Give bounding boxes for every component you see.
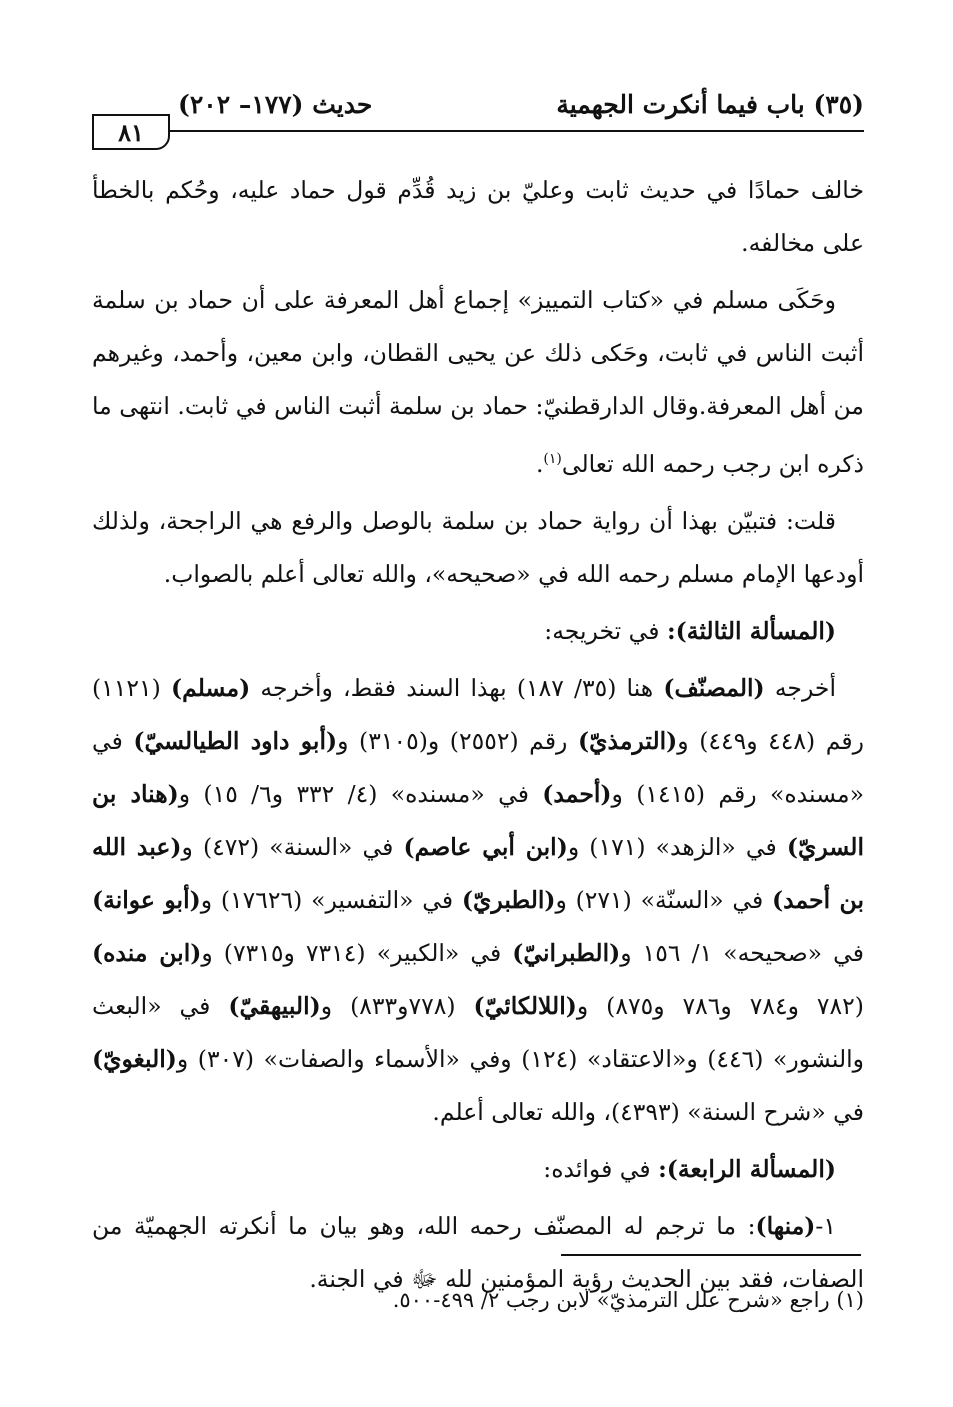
chapter-title: (٣٥) باب فيما أنكرت الجهمية	[556, 90, 864, 119]
source-name: (الطبرانيّ)	[512, 938, 621, 967]
takhrij-text: أخرجه	[764, 673, 836, 702]
source-name: (البغويّ)	[92, 1044, 177, 1073]
takhrij-text: (٧٧٨و٨٣٣) و	[320, 991, 474, 1020]
takhrij-text: في «التفسير» (١٧٦٢٦) و	[200, 885, 462, 914]
main-text	[92, 164, 864, 1310]
takhrij-text: في «السنّة» (٢٧١) و	[555, 885, 772, 914]
footnote-1: (١) راجع «شرح علل الترمذيّ» لابن رجب ٢/ ٤٩٩-٥٠٠.	[392, 1288, 864, 1312]
section-heading-4	[92, 1143, 864, 1196]
paragraph-2-text: وحَكَى مسلم في «كتاب التمييز» إجماع أهل المعرفة على أن حماد بن سلمة أثبت الناس في ثابت، وحَكى ذلك عن يحيى القطان، وابن معين، وأحمد، وغيرهم من أهل المعرفة.وقال الدارقطنيّ: حماد بن سلمة أثبت الناس في ثابت. انتهى ما ذكره ابن رجب رحمه الله تعالى	[92, 286, 864, 478]
takhrij-text: في «مسنده» (٤/ ٣٣٢ و٦/ ١٥) و	[178, 779, 543, 808]
footnote-rule	[561, 1254, 861, 1256]
header-rule	[170, 130, 864, 132]
benefit-1-label: (منها)	[755, 1211, 816, 1240]
source-name: (أحمد)	[542, 779, 612, 808]
benefit-1-number: ١-	[815, 1211, 836, 1240]
source-name: (أبو عوانة)	[92, 885, 201, 914]
takhrij-text: في «مسنده» رقم (١٤١٥) و	[92, 726, 864, 808]
paragraph-2	[92, 274, 864, 491]
takhrij-text: في «البعث والنشور» (٤٤٦) و«الاعتقاد» (١٢٤) وفي «الأسماء والصفات» (٣٠٧) و	[92, 991, 864, 1073]
source-name: (عبد الله بن أحمد)	[92, 832, 864, 914]
takhrij-text: في «السنة» (٤٧٢) و	[181, 832, 404, 861]
takhrij-text: رقم (٢٥٥٢) و(٣١٠٥) و	[337, 726, 578, 755]
takhrij-text: في «الزهد» (١٧١) و	[567, 832, 787, 861]
footnote-marker: (١)	[543, 451, 562, 467]
source-name: (مسلم)	[171, 673, 251, 702]
takhrij-paragraph	[92, 662, 864, 1139]
takhrij-text: (٧٨٢ و٧٨٤ و٧٨٦ و٨٧٥) و	[576, 991, 864, 1020]
hadith-range: حديث (١٧٧– ٢٠٢)	[178, 90, 373, 119]
paragraph-3: قلت: فتبيّن بهذا أن رواية حماد بن سلمة بالوصل والرفع هي الراجحة، ولذلك أودعها الإمام مسلم رحمه الله في «صحيحه»، والله تعالى أعلم بالصواب.	[92, 506, 864, 588]
paragraph-1: خالف حمادًا في حديث ثابت وعليّ بن زيد قُدِّم قول حماد عليه، وحُكم بالخطأ على مخالفه.	[92, 176, 864, 257]
source-name: (أبو داود الطيالسيّ)	[133, 726, 338, 755]
source-name: (اللالكائيّ)	[473, 991, 577, 1020]
source-name: (الترمذيّ)	[577, 726, 678, 755]
page-number: ٨١	[118, 117, 144, 147]
section-heading-4-title: (المسألة الرابعة):	[658, 1154, 836, 1183]
source-name: (البيهقيّ)	[228, 991, 321, 1020]
takhrij-text: (١١٢١) رقم (٤٤٨ و٤٤٩) و	[92, 673, 864, 755]
source-name: (ابن أبي عاصم)	[403, 832, 568, 861]
page-number-box	[92, 114, 170, 150]
takhrij-text: في «شرح السنة» (٤٣٩٣)، والله تعالى أعلم.	[432, 1097, 864, 1126]
page-header	[92, 84, 864, 154]
benefit-1-text: : ما ترجم له المصنّف رحمه الله، وهو بيان ما أنكرته الجهميّة من الصفات، فقد بين الحديث رؤية المؤمنين لله ﷻ في الجنة.	[92, 1211, 864, 1293]
paragraph-2-end: .	[535, 449, 544, 478]
source-name: (هناد بن السريّ)	[92, 779, 864, 861]
takhrij-text: في «الكبير» (٧٣١٤ و٧٣١٥) و	[201, 938, 513, 967]
source-name: (ابن منده)	[92, 938, 202, 967]
section-heading-3-title: (المسألة الثالثة):	[666, 616, 836, 645]
section-heading-3	[92, 605, 864, 658]
takhrij-text: في «صحيحه» ١/ ١٥٦ و	[620, 938, 864, 967]
section-heading-3-subtitle: في تخريجه:	[544, 616, 667, 645]
source-name: (الطبريّ)	[461, 885, 556, 914]
section-heading-4-subtitle: في فوائده:	[543, 1154, 659, 1183]
takhrij-text: هنا (٣٥/ ١٨٧) بهذا السند فقط، وأخرجه	[250, 673, 664, 702]
source-name: (المصنّف)	[663, 673, 765, 702]
